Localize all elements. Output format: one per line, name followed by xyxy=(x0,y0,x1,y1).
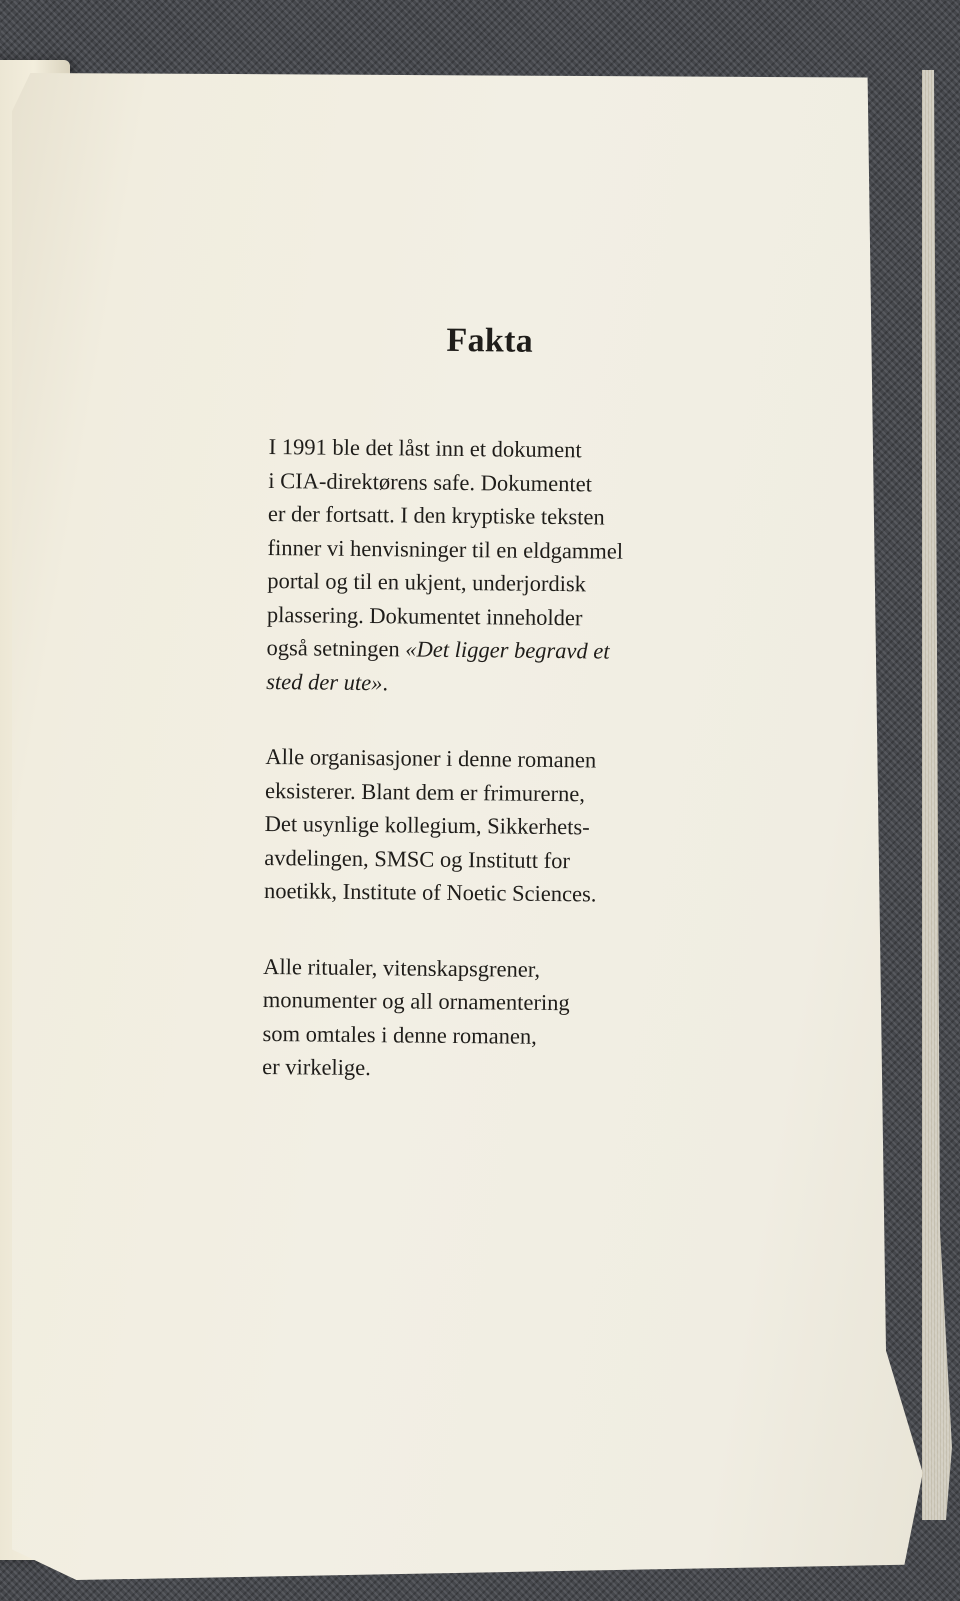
text-line: i CIA-direktørens safe. Dokumentet xyxy=(268,467,593,496)
text-line: er virkelige. xyxy=(262,1053,372,1081)
text-line: også setningen «Det ligger begravd et xyxy=(266,634,610,664)
text-line: finner vi henvisninger til en eldgammel xyxy=(267,534,624,564)
text-line: plassering. Dokumentet inneholder xyxy=(266,601,583,630)
text-line: eksisterer. Blant dem er frimurerne, xyxy=(264,777,586,806)
text-line: portal og til en ukjent, underjordisk xyxy=(267,567,587,597)
paragraph-2 xyxy=(264,740,686,912)
text-line: Alle organisasjoner i denne romanen xyxy=(265,743,597,773)
text-line: er der fortsatt. I den kryptiske teksten xyxy=(267,500,605,530)
text-line: monumenter og all ornamentering xyxy=(262,986,570,1016)
text-line: avdelingen, SMSC og Institutt for xyxy=(264,844,571,873)
text-line: sted der ute». xyxy=(266,668,389,695)
text-line: Alle ritualer, vitenskapsgrener, xyxy=(263,953,541,982)
text-line: I 1991 ble det låst inn et dokument xyxy=(268,433,582,463)
paragraph-1 xyxy=(266,430,689,702)
quote-end: sted der ute» xyxy=(266,668,383,695)
page-title: Fakta xyxy=(446,321,534,360)
paragraph-3 xyxy=(262,949,683,1087)
quote-start: «Det ligger begravd et xyxy=(405,636,610,664)
text-line: noetikk, Institute of Noetic Sciences. xyxy=(263,877,597,907)
page-content xyxy=(262,320,690,1130)
text-line: som omtales i denne romanen, xyxy=(262,1020,537,1049)
text-line: Det usynlige kollegium, Sikkerhets- xyxy=(264,810,590,840)
